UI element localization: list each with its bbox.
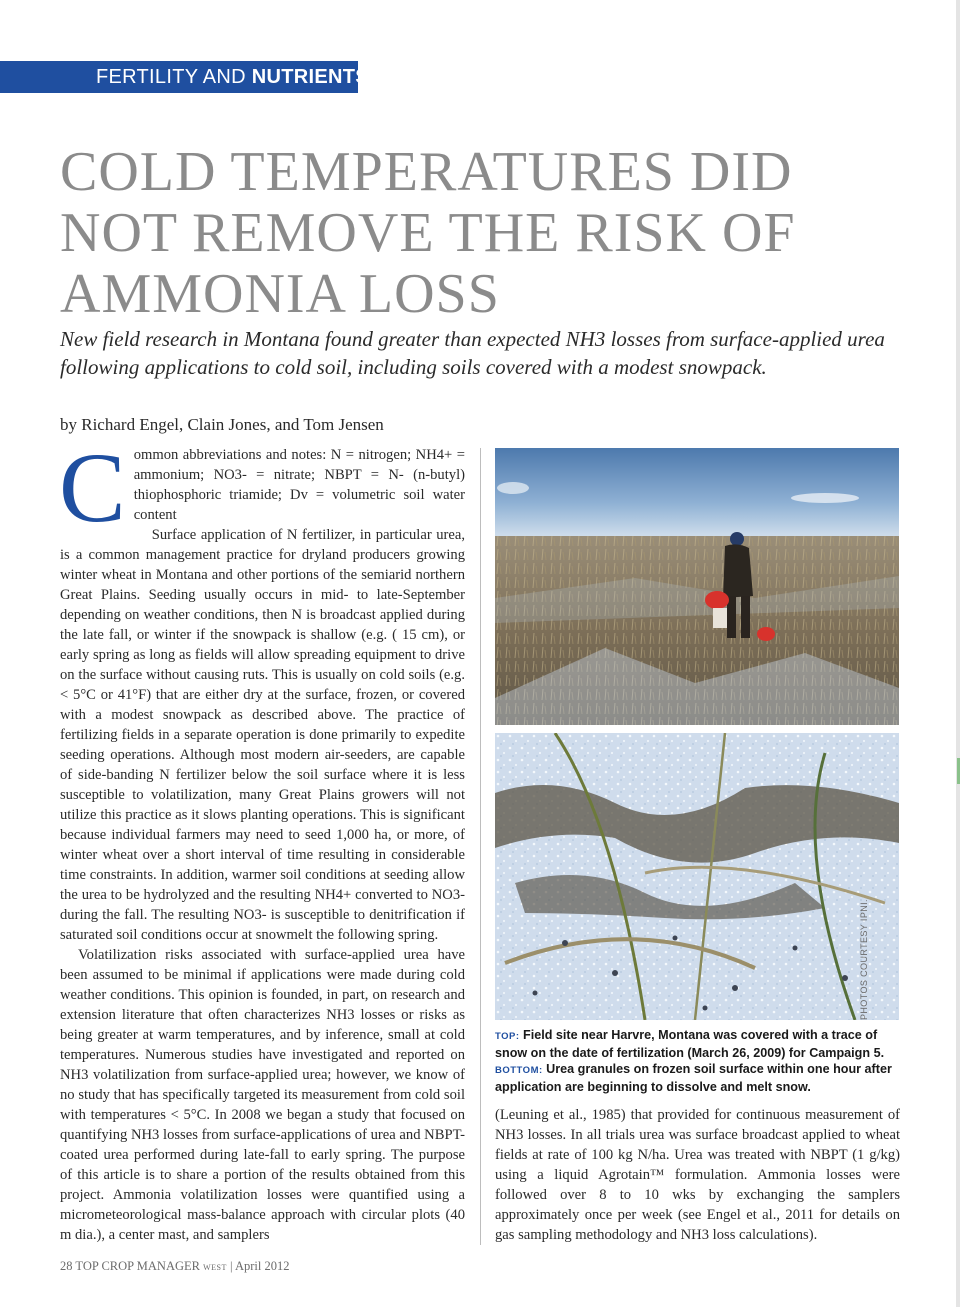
intro-paragraph [59,432,465,543]
page-number: 28 [60,1259,73,1273]
caption-bottom-tag: BOTTOM: [495,1065,543,1076]
body-paragraph-3: (Leuning et al., 1985) that provided for continuous measurement of NH3 losses. In all trials urea was surface broadcast applied to wheat fields at rate of 100 kg N/ha. Urea was treated with NBPT (1 g/kg) using a liquid Agrotain™ formulation. Ammonia losses were followed over 8 to 10 wks by exchanging the samplers approximately once per week (see Engel et al., 2011 for details on gas sampling methodology and NH3 loss calculations). [495,1107,900,1243]
photo-credit: PHOTOS COURTESY IPNI. [859,899,869,1020]
section-prefix: FERTILITY AND [96,66,246,88]
article-dek: New field research in Montana found greater than expected NH3 losses from surface-applied urea following applications to cold soil, including soils covered with a modest snowpack. [60,327,885,379]
photo-caption [495,1027,902,1095]
caption-top-tag: TOP: [495,1031,520,1042]
page-edge [956,0,960,1307]
field-site-image [495,448,899,725]
drop-cap: C [59,432,126,543]
page-footer [60,1259,289,1274]
section-highlight: NUTRIENTS [251,66,369,88]
body-paragraph-2: Volatilization risks associated with surface-applied urea have been assumed to be minimal if applications were made during cold weather conditions. This opinion is founded, in part, on research and extension literature that often characterizes NH3 losses or risks as being greater at warm temperatures, and by inference, small at cold temperatures. Numerous studies have investigated and reported on NH3 volatilization from surface-applied urea; however, we know of no study that has specifically targeted its measurement from cold soil with temperatures < 5°C. In 2008 we began a study that focused on quantifying NH3 losses from surface-applications of urea and NBPT-coated urea performed during late-fall to early spring. The purpose of this article is to share a portion of the results obtained from this project. Ammonia volatilization losses were quantified using a micrometeorological mass-balance approach with circular plots (40 m dia.), a center mast, and samplers [60,947,465,1243]
headline-line-3: AMMONIA LOSS [60,263,500,325]
footer-separator: | [230,1259,233,1273]
intro-text: ommon abbreviations and notes: N = nitrogen; NH4+ = ammonium; NO3- = nitrate; NBPT = N- (n-butyl) thiophosphoric triamide; Dv = volumetric soil water content [133,447,465,523]
caption-top-text: Field site near Harvre, Montana was covered with a trace of snow on the date of fertilization (March 26, 2009) for Campaign 5. [495,1028,885,1060]
body-column-left [59,432,465,1245]
column-rule [480,448,481,1245]
headline [60,142,920,325]
urea-granules-image [495,733,899,1020]
magazine-edition: WEST [203,1263,227,1272]
photo-urea-granules [495,733,899,1020]
byline: by Richard Engel, Clain Jones, and Tom Jensen [60,415,384,434]
headline-line-2: NOT REMOVE THE RISK OF [60,202,796,264]
body-paragraph-1: Surface application of N fertilizer, in particular urea, is a common management practice for dryland producers growing winter wheat in Montana and other portions of the semiarid northern Great Plains. Seeding usually occurs in mid- to late-September depending on weather conditions, then N is broadcast applied during the late fall, or winter if the snowpack is shallow (e.g. ( 15 cm), or early spring as long as fields will allow spreading equipment to drive on the surface without causing ruts. This is usually on cold soils (e.g. < 5°C or 41°F) that are either dry at the surface, frozen, or covered with a modest snowpack as described above. The practice of fertilizing fields in a separate operation is done primarily to expedite seeding operations. Although most modern air-seeders, are capable of side-banding N fertilizer below the soil surface where it is less susceptible to volatilization, many Great Plains growers will not utilize this practice as it slows planting operations. This is significant because individual farmers may need to seed 1,000 ha, or more, of winter wheat over a short interval of time resulting in considerable time constraints. In addition, warmer soil conditions at seeding allow the urea to be hydrolyzed and the resulting NH4+ converted to NO3- during the fall. The resulting NO3- is susceptible to denitrification if saturated soil conditions occur at snowmelt the following spring. [60,527,465,943]
issue-date: April 2012 [234,1259,290,1273]
photo-field-site [495,448,899,725]
section-banner [0,61,369,93]
headline-line-1: COLD TEMPERATURES DID [60,141,793,203]
magazine-name: TOP CROP MANAGER [75,1259,200,1273]
caption-bottom-text: Urea granules on frozen soil surface within one hour after application are beginning to dissolve and melt snow. [495,1062,892,1094]
body-column-right [495,1105,900,1245]
